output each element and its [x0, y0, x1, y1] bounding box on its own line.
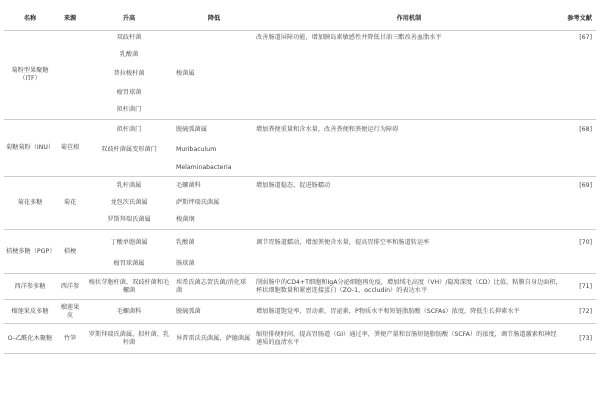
cell-down	[174, 84, 254, 102]
header-source: 来源	[56, 8, 84, 31]
cell-ref: [73]	[564, 324, 596, 354]
cell-effect	[254, 46, 564, 64]
table-row	[4, 141, 596, 160]
cell-down	[174, 46, 254, 64]
cell-down: 乳酸菌	[174, 230, 254, 256]
cell-up: 拟杆菌门	[84, 120, 174, 141]
table-header-row	[4, 8, 596, 31]
cell-ref	[564, 102, 596, 120]
cell-up	[84, 160, 174, 177]
cell-up: 瘤胃球菌属	[113, 260, 145, 268]
cell-up: 龙包茨氏菌属	[110, 199, 148, 206]
cell-ref	[564, 195, 596, 212]
cell-ref: [72]	[564, 300, 596, 324]
table-body	[4, 31, 596, 354]
table-row	[4, 230, 596, 256]
cell-up: 罗斯拜瑞氏菌属	[107, 216, 151, 224]
cell-name: 桔梗多糖（PGP）	[4, 230, 56, 274]
cell-up: 丁酸单胞菌属	[84, 230, 174, 256]
cell-down: 埃希氏菌志贺氏菌/消化球菌	[174, 274, 254, 300]
cell-name: 菊糖菊粉（INU）	[4, 120, 56, 177]
cell-ref: [70]	[564, 230, 596, 256]
table-row	[4, 195, 596, 212]
cell-ref	[564, 160, 596, 177]
cell-effect: 增加粪便重量和含水量，改善粪便和粪便运行为障碍	[254, 120, 564, 141]
cell-source: 榴莲果皮	[56, 300, 84, 324]
cell-down	[174, 31, 254, 46]
cell-down: Melaminabacteria	[176, 163, 232, 171]
cell-effect: 增加肠道稳态、促进肠蠕动	[254, 177, 564, 195]
cell-up: 双歧杆菌	[116, 34, 142, 42]
cell-source: 菊花	[56, 177, 84, 230]
cell-down	[174, 102, 254, 120]
table-row	[4, 300, 596, 324]
cell-effect: 削弱肠中的CD4+T细胞和IgA分泌细胞再免疫，增加绒毛高度（VH）/隐窝深度（CD）比值，粘膜自身边面积，杯状细胞数量和紧密连接蛋白（ZO-1，occludin）的表达水平	[254, 274, 564, 300]
cell-down: Muribaculum	[176, 146, 217, 153]
cell-up: 普拉梭杆菌	[113, 69, 145, 77]
cell-up: 罗斯拜瑞氏菌属，拟杆菌，乳杆菌	[84, 324, 174, 354]
table-row	[4, 64, 596, 84]
cell-ref: [71]	[564, 274, 596, 300]
table-row	[4, 274, 596, 300]
cell-up: 拟杆菌门	[116, 106, 142, 114]
cell-down: 毛螺菌科	[174, 177, 254, 195]
cell-ref	[564, 256, 596, 274]
cell-effect	[254, 160, 564, 177]
cell-effect	[254, 141, 564, 160]
cell-ref	[564, 84, 596, 102]
table-row	[4, 102, 596, 120]
cell-up: 双歧杆菌属变形菌门	[101, 146, 157, 153]
cell-ref: [68]	[564, 120, 596, 141]
cell-source: 菊苣根	[56, 120, 84, 177]
cell-name: 榴莲果皮多糖	[4, 300, 56, 324]
cell-effect	[254, 84, 564, 102]
cell-down: 梭菌属	[176, 69, 195, 77]
header-name: 名称	[4, 8, 56, 31]
table-row	[4, 120, 596, 141]
cell-down: 肠球菌	[176, 260, 195, 268]
cell-source: 桔梗	[56, 230, 84, 274]
cell-effect	[254, 195, 564, 212]
table-row	[4, 46, 596, 64]
header-ref: 参考文献	[564, 8, 596, 31]
cell-effect: 改善肠道屏障功能，增加胰岛素敏感性并降低甘油三酯改善血脂水平	[256, 34, 442, 42]
cell-effect	[254, 256, 564, 274]
cell-source: 西洋参	[56, 274, 84, 300]
cell-effect: 缩短排便时间，提高胃肠道（GI）通过率，粪便产量和盲肠短链脂肪酸（SCFA）的浓度，调节肠道激素和神经递质的血清水平	[254, 324, 564, 354]
header-effect: 作用机制	[254, 8, 564, 31]
header-down: 降低	[174, 8, 254, 31]
cell-ref	[564, 64, 596, 84]
cell-ref: [69]	[564, 177, 596, 195]
cell-up: 毛螺菌科	[84, 300, 174, 324]
table-row	[4, 256, 596, 274]
cell-ref	[564, 46, 596, 64]
table-row	[4, 84, 596, 102]
cell-source	[56, 31, 84, 120]
cell-up: 乳杆菌属	[84, 177, 174, 195]
cell-up: 乳酸菌	[119, 50, 139, 58]
cell-up: 梭状芽胞杆菌、双歧杆菌和毛螺菌	[84, 274, 174, 300]
cell-down: 梭菌纲	[176, 216, 195, 224]
table-row	[4, 160, 596, 177]
gut-microbiota-table	[4, 8, 596, 354]
table-row	[4, 177, 596, 195]
table-row	[4, 31, 596, 46]
table-row	[4, 324, 596, 354]
cell-ref	[564, 212, 596, 230]
cell-ref	[564, 141, 596, 160]
cell-down: 脱硫弧菌	[174, 300, 254, 324]
cell-effect: 调节胃肠道蠕动，增加粪便含水量，提高胃排空率和肠道转运率	[254, 230, 564, 256]
cell-effect	[254, 64, 564, 84]
cell-name: 菊粉型果聚糖（ITF）	[11, 67, 49, 82]
cell-effect: 增加肠道饱觉率，胃动素，胃泌素，P物质水平和短链脂肪酸（SCFAs）浓度，降低生长抑素水平	[254, 300, 564, 324]
cell-ref: [67]	[579, 34, 592, 42]
header-up: 升高	[84, 8, 174, 31]
cell-name: 菊花多糖	[4, 177, 56, 230]
cell-up: 瘤胃球菌	[116, 88, 142, 96]
cell-name: O-乙酰化木聚糖	[4, 324, 56, 354]
cell-effect	[254, 212, 564, 230]
cell-down: 异普雷沃氏菌属，萨德菌属	[174, 324, 254, 354]
cell-name: 西洋参多糖	[4, 274, 56, 300]
cell-down: 萨斯坪瑞氏菌属	[176, 199, 220, 206]
cell-down: 脱硫弧菌属	[174, 120, 254, 141]
cell-source: 竹笋	[56, 324, 84, 354]
table-row	[4, 212, 596, 230]
cell-effect	[254, 102, 564, 120]
